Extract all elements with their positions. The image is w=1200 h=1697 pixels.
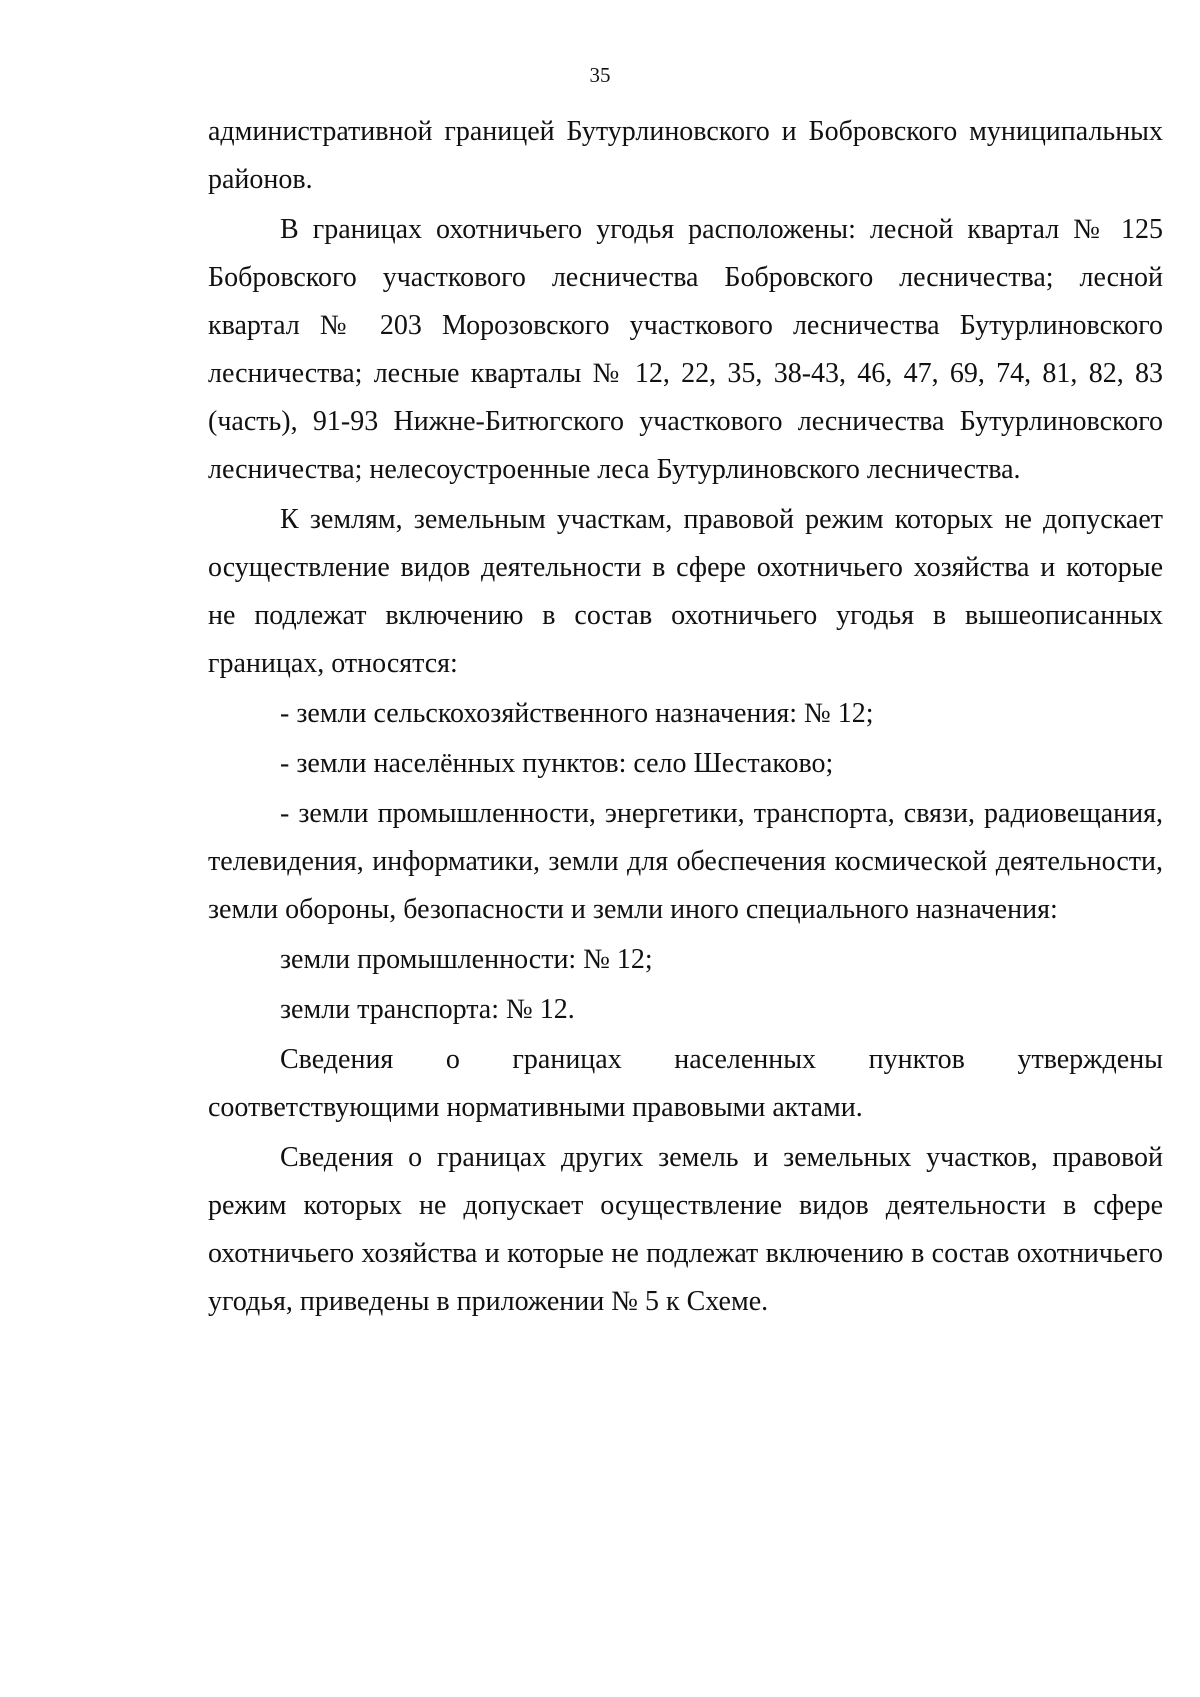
paragraph-excluded-lands-intro: К землям, земельным участкам, правовой режим которых не допускает осуществление видов деятельности в сфере охотничьего хозяйства и которые не подлежат включению в состав охотничьего угодья в вышеописанных границах, относятся: bbox=[208, 504, 1163, 679]
paragraph-boundary-continuation: административной границей Бутурлиновского и Бобровского муниципальных районов. bbox=[208, 116, 1163, 195]
page-number: 35 bbox=[589, 63, 611, 87]
list-item-settlement-lands: - земли населённых пунктов: село Шестаково; bbox=[280, 748, 834, 779]
paragraph-settlement-boundaries: Сведения о границах населенных пунктов утверждены соответствующими нормативными правовыми актами. bbox=[208, 1044, 1163, 1123]
list-item-transport-lands: земли транспорта: № 12. bbox=[280, 994, 575, 1025]
paragraph-appendix-reference: Сведения о границах других земель и земельных участков, правовой режим которых не допускает осуществление видов деятельности в сфере охотничьего хозяйства и которые не подлежат включению в состав охотничьего угодья, приведены в приложении № 5 к Схеме. bbox=[208, 1142, 1163, 1317]
list-item-industry-lands: земли промышленности: № 12; bbox=[280, 944, 653, 975]
paragraph-forest-quarters: В границах охотничьего угодья расположены: лесной квартал № 125 Бобровского участкового лесничества Бобровского лесничества; лесной квартал № 203 Морозовского участкового лесничества Бутурлиновского лесничества; лесные кварталы № 12, 22, 35, 38-43, 46, 47, 69, 74, 81, 82, 83 (часть), 91-93 Нижне-Битюгского участкового лесничества Бутурлиновского лесничества; нелесоустроенные леса Бутурлиновского лесничества. bbox=[208, 214, 1163, 485]
document-body bbox=[208, 108, 1163, 1328]
list-item-agricultural-lands: - земли сельскохозяйственного назначения: № 12; bbox=[280, 698, 874, 729]
list-item-industrial-special-lands: - земли промышленности, энергетики, транспорта, связи, радиовещания, телевидения, информатики, земли для обеспечения космической деятельности, земли обороны, безопасности и земли иного специального назначения: bbox=[208, 798, 1163, 925]
